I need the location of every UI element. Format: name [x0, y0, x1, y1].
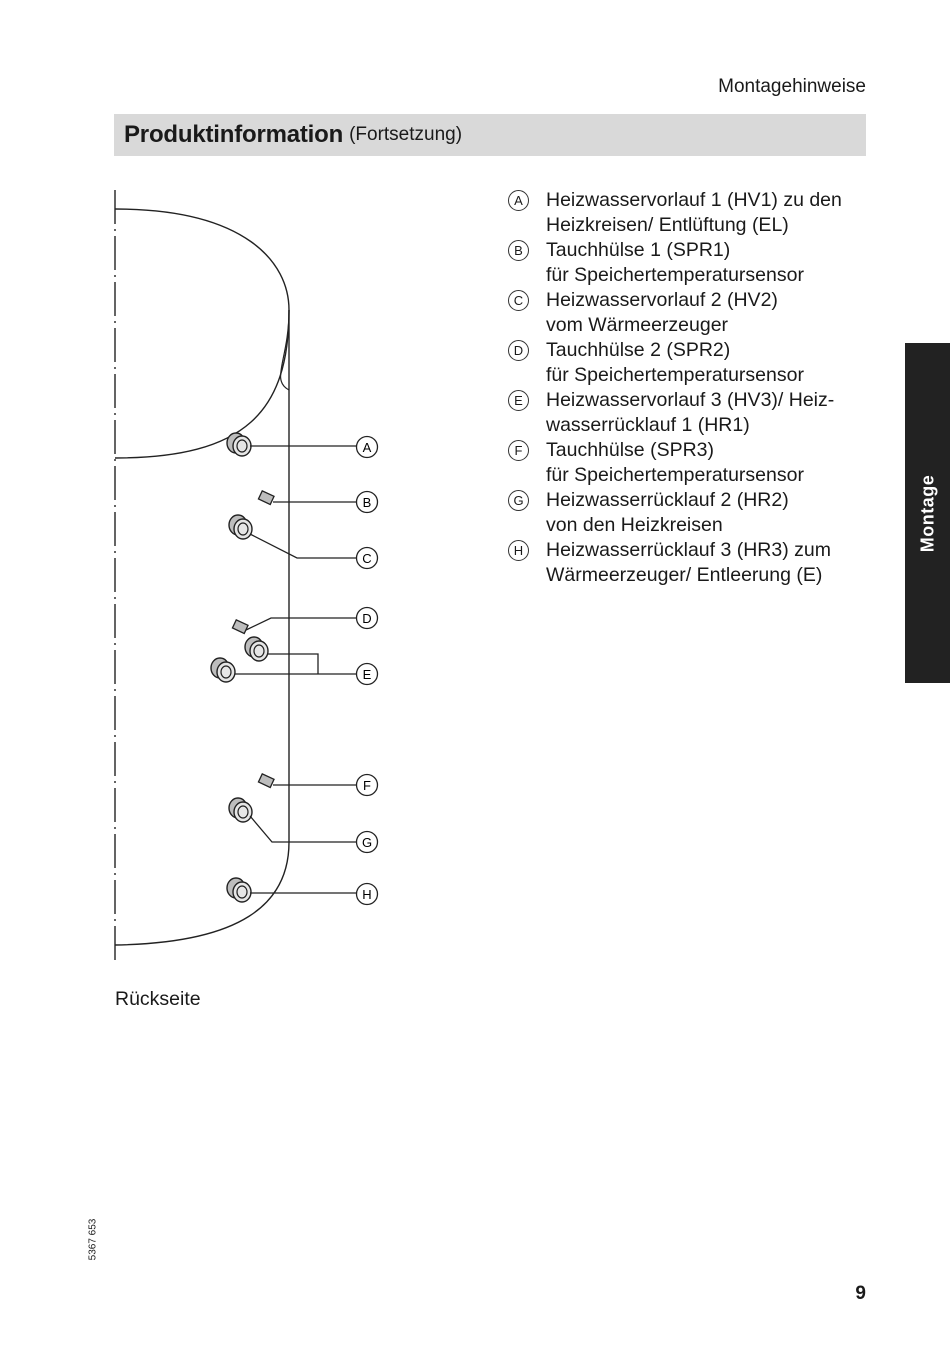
legend-text	[546, 538, 868, 588]
legend-text	[546, 488, 868, 538]
legend-line: für Speichertemperatursensor	[546, 364, 804, 386]
callout-c	[357, 548, 378, 569]
connection-a-pipe	[227, 433, 356, 456]
svg-text:C: C	[362, 551, 372, 566]
legend-line: Heizwasservorlauf 2 (HV2)	[546, 289, 778, 311]
legend-letter: A	[508, 190, 529, 211]
legend-item-d	[508, 338, 868, 388]
legend-line: von den Heizkreisen	[546, 514, 723, 536]
diagram-caption: Rückseite	[115, 988, 201, 1010]
legend-line: Heizwasservorlauf 3 (HV3)/ Heiz-	[546, 389, 835, 411]
legend-item-g	[508, 488, 868, 538]
connection-c-pipe	[229, 515, 356, 558]
legend-letter: C	[508, 290, 529, 311]
callout-a	[357, 437, 378, 458]
legend-line: Wärmeerzeuger/ Entleerung (E)	[546, 564, 823, 586]
legend-line: vom Wärmeerzeuger	[546, 314, 729, 336]
svg-text:B: B	[362, 495, 372, 510]
svg-text:D: D	[362, 611, 372, 626]
legend-letter: H	[508, 540, 529, 561]
legend-text	[546, 388, 868, 438]
legend-text	[546, 188, 868, 238]
connection-e-pipes	[211, 637, 356, 682]
svg-text:E: E	[362, 667, 372, 682]
callout-f	[357, 775, 378, 796]
legend-letter: E	[508, 390, 529, 411]
legend-line: Tauchhülse (SPR3)	[546, 439, 714, 461]
page-subtitle: (Fortsetzung)	[349, 124, 463, 145]
connection-d-sensor	[232, 618, 356, 633]
legend-letter: D	[508, 340, 529, 361]
tank-top-ellipse	[115, 209, 289, 458]
legend-line: für Speichertemperatursensor	[546, 264, 804, 286]
svg-text:A: A	[362, 440, 372, 455]
page-title: Produktinformation	[124, 121, 344, 148]
legend-text	[546, 238, 868, 288]
legend-text	[546, 338, 868, 388]
legend-text	[546, 288, 868, 338]
legend-item-f	[508, 438, 868, 488]
legend	[508, 188, 868, 588]
callout-d	[357, 608, 378, 629]
connection-g-pipe	[229, 798, 356, 842]
legend-text	[546, 438, 868, 488]
legend-line: Tauchhülse 1 (SPR1)	[546, 239, 731, 261]
legend-line: Heizkreisen/ Entlüftung (EL)	[546, 214, 789, 236]
legend-line: Heizwasservorlauf 1 (HV1) zu den	[546, 189, 842, 211]
legend-line: Heizwasserrücklauf 3 (HR3) zum	[546, 539, 831, 561]
callout-h	[357, 884, 378, 905]
svg-text:F: F	[363, 778, 371, 793]
side-tab-label: Montage	[917, 474, 937, 552]
connection-b-sensor	[258, 491, 356, 505]
legend-item-b	[508, 238, 868, 288]
tank-top-rim	[281, 310, 289, 390]
document-number: 5367 653	[87, 1218, 99, 1261]
legend-letter: G	[508, 490, 529, 511]
legend-item-e	[508, 388, 868, 438]
side-tab-montage	[905, 343, 950, 683]
svg-text:H: H	[362, 887, 372, 902]
legend-letter: B	[508, 240, 529, 261]
legend-letter: F	[508, 440, 529, 461]
section-header: Montagehinweise	[718, 76, 866, 97]
svg-text:G: G	[361, 835, 373, 850]
callout-e	[357, 664, 378, 685]
legend-item-c	[508, 288, 868, 338]
callout-b	[357, 492, 378, 513]
legend-item-h	[508, 538, 868, 588]
page-number: 9	[855, 1283, 866, 1304]
callout-g	[357, 832, 378, 853]
legend-line: Heizwasserrücklauf 2 (HR2)	[546, 489, 789, 511]
legend-line: wasserrücklauf 1 (HR1)	[546, 414, 750, 436]
legend-item-a	[508, 188, 868, 238]
connection-f-sensor	[258, 774, 356, 788]
legend-line: Tauchhülse 2 (SPR2)	[546, 339, 731, 361]
connection-h-pipe	[227, 878, 356, 902]
legend-line: für Speichertemperatursensor	[546, 464, 804, 486]
